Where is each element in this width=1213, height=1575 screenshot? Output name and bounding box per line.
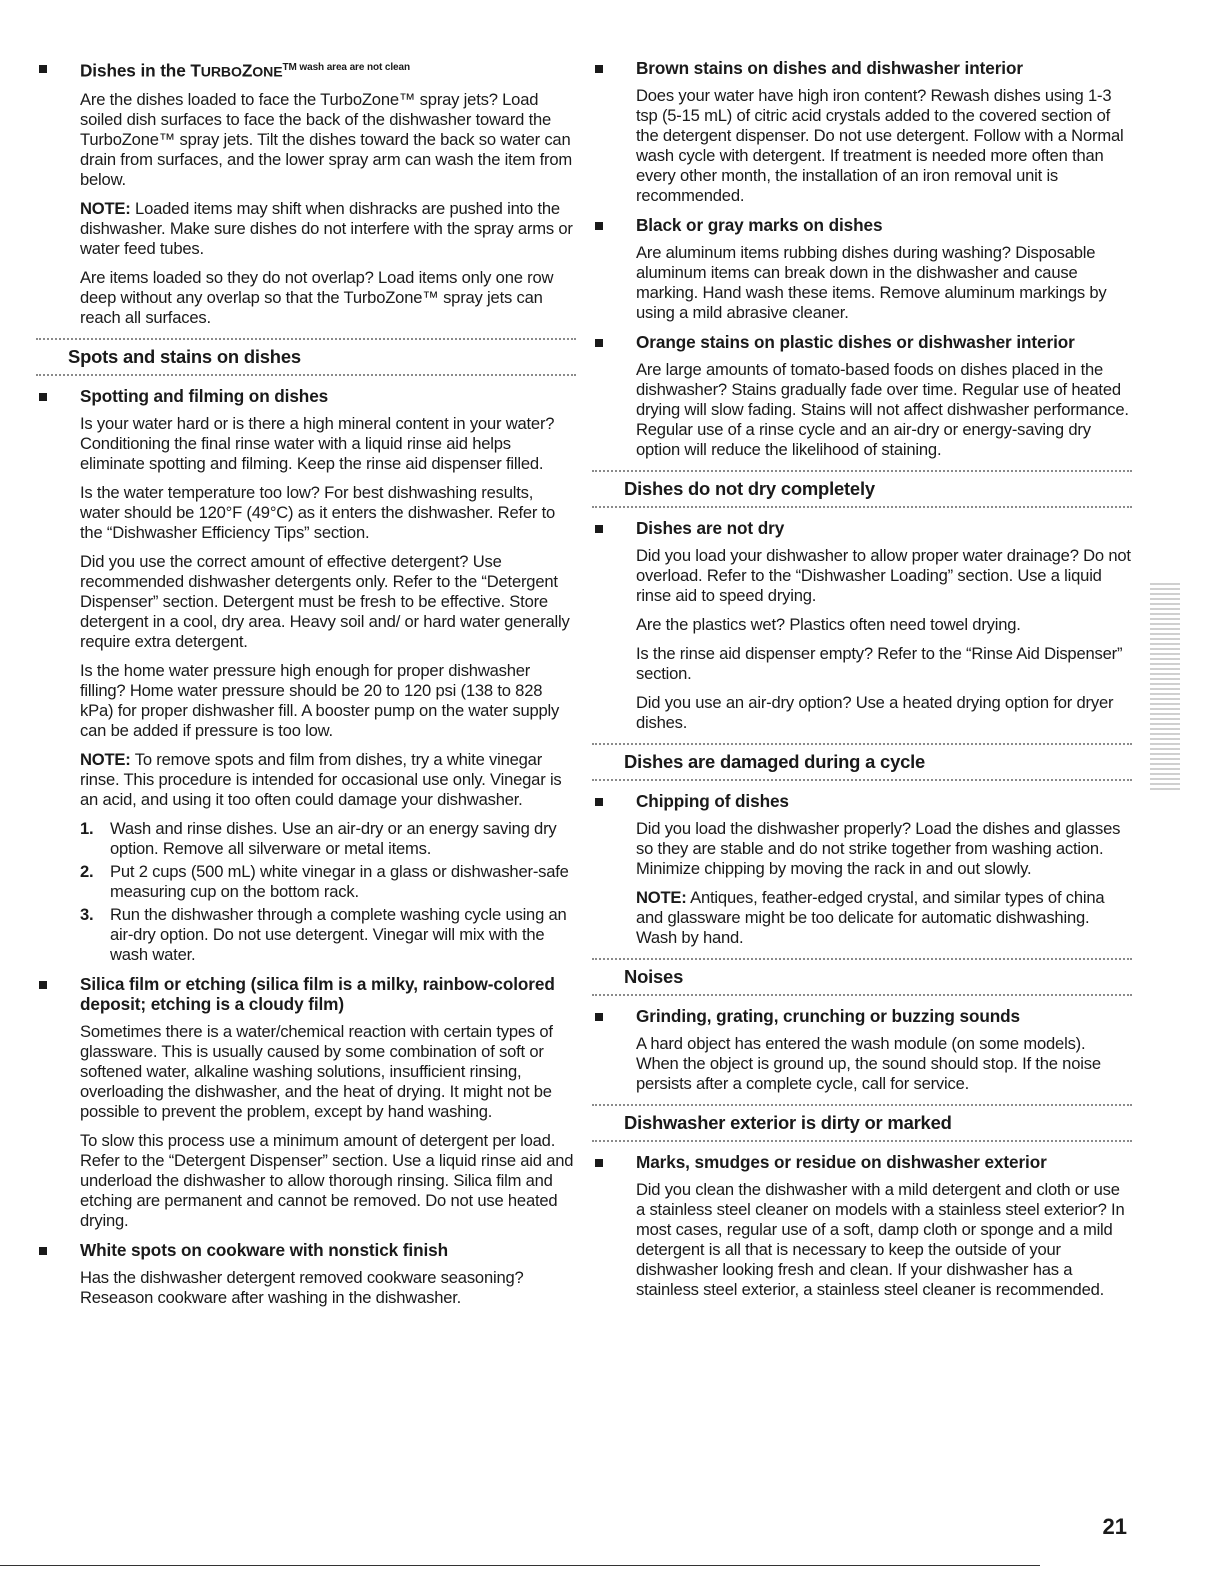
paragraph: Did you use an air-dry option? Use a heated drying option for dryer dishes. <box>636 693 1114 732</box>
section-header-exterior <box>592 1104 1132 1142</box>
paragraph: Does your water have high iron content? Rewash dishes using 1-3 tsp (5-15 mL) of citric acid crystals added to the covered section of the detergent dispenser. Do not use detergent. Follow with a Normal wash cycle with detergent. If treatment is needed more often than every other month, the installation of an iron removal unit is recommended. <box>636 86 1124 205</box>
troubleshoot-item-silica <box>36 974 576 1231</box>
step-item: 2. Put 2 cups (500 mL) white vinegar in a glass or dishwasher-safe measuring cup on the bottom rack. <box>80 861 569 901</box>
paragraph: Did you load your dishwasher to allow proper water drainage? Do not overload. Refer to the “Dishwasher Loading” section. Use a liquid rinse aid to speed drying. <box>636 546 1131 605</box>
left-column <box>36 58 576 1317</box>
paragraph: Did you load the dishwasher properly? Load the dishes and glasses so they are stable and do not strike together from washing action. Minimize chipping by moving the rack in and out slowly. <box>636 819 1121 878</box>
troubleshoot-item-grinding <box>592 1006 1132 1094</box>
square-bullet-icon <box>595 65 603 73</box>
note-paragraph: NOTE: Antiques, feather-edged crystal, and similar types of china and glassware might be too delicate for automatic dishwashing. Wash by hand. <box>636 888 1105 947</box>
bottom-rule <box>0 1565 1040 1566</box>
paragraph: A hard object has entered the wash module (on some models). When the object is ground up, the sound should stop. If the noise persists after a complete cycle, call for service. <box>636 1034 1101 1093</box>
item-title: Grinding, grating, crunching or buzzing sounds <box>636 1006 1021 1026</box>
section-header-noises <box>592 958 1132 996</box>
paragraph: Are the dishes loaded to face the TurboZone™ spray jets? Load soiled dish surfaces to face the back of the dishwasher toward the TurboZone™ spray jets. Tilt the dishes toward the back so water can drain from surfaces, and the lower spray arm can wash the item from below. <box>80 89 572 189</box>
item-title: Orange stains on plastic dishes or dishwasher interior <box>636 332 1075 352</box>
square-bullet-icon <box>595 1013 603 1021</box>
paragraph: Are large amounts of tomato-based foods on dishes placed in the dishwasher? Stains gradually fade over time. Regular use of heated drying will slow fading. Stains will not affect dishwasher performance. Regular use of a rinse cycle and an air-dry or energy-saving dry option will reduce the likelihood of staining. <box>636 360 1129 459</box>
square-bullet-icon <box>39 65 47 73</box>
paragraph: Are items loaded so they do not overlap? Load items only one row deep without any overlap so that the TurboZone™ spray jets can reach all surfaces. <box>80 267 554 327</box>
step-number: 1. <box>80 818 94 838</box>
square-bullet-icon <box>39 1247 47 1255</box>
paragraph: Are the plastics wet? Plastics often need towel drying. <box>636 615 1021 634</box>
paragraph: Are aluminum items rubbing dishes during washing? Disposable aluminum items can break down in the dishwasher and cause marking. Hand wash these items. Remove aluminum markings by using a mild abrasive cleaner. <box>636 243 1107 322</box>
troubleshoot-item-orange-stains <box>592 332 1132 460</box>
note-label: NOTE: <box>636 888 687 907</box>
item-title: Brown stains on dishes and dishwasher interior <box>636 58 1023 78</box>
paragraph: Did you clean the dishwasher with a mild detergent and cloth or use a stainless steel cleaner on models with a stainless steel exterior? In most cases, regular use of a soft, damp cloth or sponge and a mild detergent is all that is necessary to keep the outside of your dishwasher looking fresh and clean. If your dishwasher has a stainless steel exterior, a stainless steel cleaner is recommended. <box>636 1180 1125 1299</box>
note-label: NOTE: <box>80 749 131 769</box>
section-title: Dishes do not dry completely <box>624 478 875 499</box>
paragraph: Has the dishwasher detergent removed cookware seasoning? Reseason cookware after washing in the dishwasher. <box>80 1267 524 1307</box>
square-bullet-icon <box>595 525 603 533</box>
item-title: Dishes are not dry <box>636 518 785 538</box>
item-title: Silica film or etching (silica film is a milky, rainbow-colored deposit; etching is a cloudy film) <box>80 973 555 1014</box>
square-bullet-icon <box>595 798 603 806</box>
square-bullet-icon <box>39 981 47 989</box>
step-number: 3. <box>80 904 94 924</box>
paragraph: Is the water temperature too low? For best dishwashing results, water should be 120°F (49°C) as it enters the dishwasher. Refer to the “Dishwasher Efficiency Tips” section. <box>80 482 556 542</box>
troubleshoot-item-spotting <box>36 386 576 965</box>
section-title: Dishwasher exterior is dirty or marked <box>624 1112 952 1133</box>
note-paragraph: NOTE: To remove spots and film from dishes, try a white vinegar rinse. This procedure is intended for occasional use only. Vinegar is an acid, and using it too often could damage your dishwasher. <box>80 749 562 809</box>
page-number: 21 <box>1102 1514 1127 1539</box>
paragraph: Is the home water pressure high enough for proper dishwasher filling? Home water pressure should be 20 to 120 psi (138 to 828 kPa) for proper dishwasher fill. A booster pump on the water supply can be added if pressure is too low. <box>80 660 560 740</box>
note-paragraph: NOTE: Loaded items may shift when dishracks are pushed into the dishwasher. Make sure dishes do not interfere with the spray arms or water feed tubes. <box>80 198 573 258</box>
troubleshoot-item-chipping <box>592 791 1132 948</box>
troubleshoot-item-white-spots <box>36 1240 576 1308</box>
section-title: Spots and stains on dishes <box>68 345 301 367</box>
item-title: Dishes in the $TURBOZONE^{TM wash area are not clean}$ <box>80 60 410 81</box>
right-column <box>592 58 1132 1309</box>
troubleshoot-item-marks <box>592 1152 1132 1300</box>
square-bullet-icon <box>595 339 603 347</box>
troubleshoot-item-not-dry <box>592 518 1132 733</box>
section-header-spots <box>36 338 576 376</box>
item-title: Marks, smudges or residue on dishwasher exterior <box>636 1152 1047 1172</box>
scan-edge-artifact <box>1150 580 1180 790</box>
step-item: 3. Run the dishwasher through a complete washing cycle using an air-dry option. Do not use detergent. Vinegar will mix with the wash water. <box>80 904 567 964</box>
paragraph: Sometimes there is a water/chemical reaction with certain types of glassware. This is usually caused by some combination of soft or softened water, alkaline washing solutions, insufficient rinsing, overloading the dishwasher, and the heat of drying. It might not be possible to prevent the problem, except by hand washing. <box>80 1021 553 1121</box>
section-header-dry <box>592 470 1132 508</box>
step-number: 2. <box>80 861 94 881</box>
item-title: Spotting and filming on dishes <box>80 385 329 406</box>
troubleshoot-item-turbozone <box>36 58 576 328</box>
paragraph: To slow this process use a minimum amount of detergent per load. Refer to the “Detergent Dispenser” section. Use a liquid rinse aid and underload the dishwasher to allow thorough rinsing. Silica film and etching are permanent and cannot be removed. Do not use heated drying. <box>80 1130 574 1230</box>
vinegar-rinse-steps <box>80 819 576 965</box>
paragraph: Is the rinse aid dispenser empty? Refer to the “Rinse Aid Dispenser” section. <box>636 644 1123 683</box>
square-bullet-icon <box>39 393 47 401</box>
section-title: Dishes are damaged during a cycle <box>624 751 926 772</box>
paragraph: Did you use the correct amount of effective detergent? Use recommended dishwasher detergents only. Refer to the “Detergent Dispenser” section. Detergent must be fresh to be effective. Store detergent in a cool, dry area. Heavy soil and/ or hard water generally require extra detergent. <box>80 551 570 651</box>
title-suffix: TM wash area are not clean <box>282 62 410 73</box>
item-title: Black or gray marks on dishes <box>636 215 883 235</box>
section-title: Noises <box>624 966 684 987</box>
item-title: White spots on cookware with nonstick finish <box>80 1239 449 1260</box>
troubleshoot-item-black-marks <box>592 215 1132 323</box>
note-label: NOTE: <box>80 198 131 218</box>
step-item: 1. Wash and rinse dishes. Use an air-dry or an energy saving dry option. Remove all silverware or metal items. <box>80 818 557 858</box>
section-header-damaged <box>592 743 1132 781</box>
paragraph: Is your water hard or is there a high mineral content in your water? Conditioning the final rinse water with a liquid rinse aid helps eliminate spotting and filming. Keep the rinse aid dispenser filled. <box>80 413 555 473</box>
square-bullet-icon <box>595 222 603 230</box>
troubleshoot-item-brown-stains <box>592 58 1132 206</box>
item-title: Chipping of dishes <box>636 791 789 811</box>
square-bullet-icon <box>595 1159 603 1167</box>
